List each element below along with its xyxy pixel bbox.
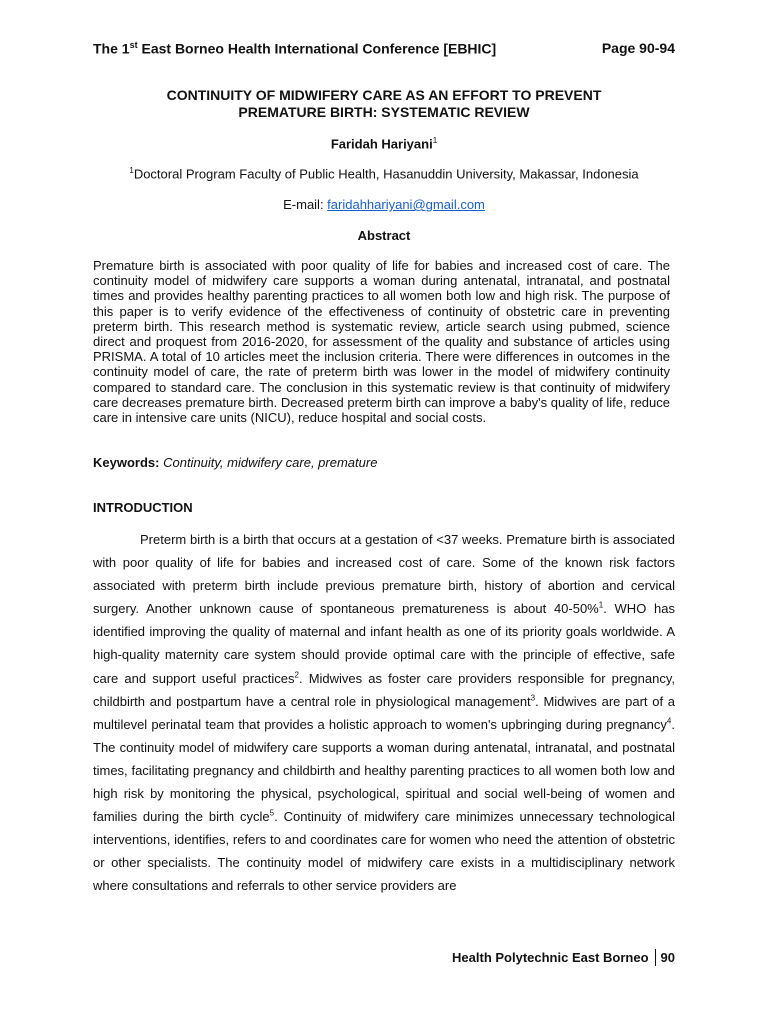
abstract-heading: Abstract [357,228,411,243]
page-number: 90 [660,950,675,965]
running-footer [452,949,675,966]
footer-divider [655,949,656,966]
running-header [93,40,675,57]
keywords [93,455,670,470]
author-name: Faridah Hariyani$^1$ [330,136,438,152]
keywords-label: Keywords: [93,455,160,470]
email-label: E-mail: [283,197,328,212]
title-line-1: CONTINUITY OF MIDWIFERY CARE AS AN EFFORT TO PREVENT [166,87,602,103]
paper-title [93,87,675,121]
page-range: Page 90-94 [601,40,675,56]
keywords-value: Continuity, midwifery care, premature [163,455,378,470]
abstract-text: Premature birth is associated with poor quality of life for babies and increased cost of care. The continuity model of midwifery care supports a woman during antenatal, intranatal, and postnatal times and provides healthy parenting practices to all women both low and high risk. The purpose of this paper is to verify evidence of the effectiveness of continuity of obstetric care in preventing preterm birth. This research method is systematic review, article search using pubmed, science direct and proquest from 2016-2020, for assessment of the quality and substance of articles using PRISMA. A total of 10 articles meet the inclusion criteria. There were differences in outcomes in the continuity model of care, the rate of preterm birth was lower in the model of midwifery continuity compared to standard care. The conclusion in this systematic review is that continuity of midwifery care decreases premature birth. Decreased preterm birth can improve a baby's quality of life, reduce care in intensive care units (NICU), reduce hospital and social costs. [93,258,670,426]
footer-institution: Health Polytechnic East Borneo [452,950,649,965]
title-line-2: PREMATURE BIRTH: SYSTEMATIC REVIEW [238,104,530,120]
conference-name: The 1st East Borneo Health International Conference [EBHIC] [93,40,497,57]
author-affiliation: $^1$Doctoral Program Faculty of Public Health, Hasanuddin University, Makassar, Indonesia [129,166,639,182]
introduction-text: Preterm birth is a birth that occurs at a gestation of <37 weeks. Premature birth is associated with poor quality of life for babies and increased cost of care. Some of the known risk factors associated with preterm birth include previous premature birth, history of abortion and cervical surgery. Another unknown cause of spontaneous prematureness is about 40-50%$^1$. WHO has identified improving the quality of maternal and infant health as one of its priority goals worldwide. A high-quality maternity care system should provide optimal care with the principle of effective, safe care and support useful practices$^2$. Midwives as foster care providers responsible for pregnancy, childbirth and postpartum have a central role in physiological management$^3$. Midwives are part of a multilevel perinatal team that provides a holistic approach to women's upbringing during pregnancy$^4$. The continuity model of midwifery care supports a woman during antenatal, intranatal, and postnatal times, facilitating pregnancy and childbirth and healthy parenting practices to all women both low and high risk by monitoring the physical, psychological, spiritual and social well-being of women and families during the birth cycle$^5$. Continuity of midwifery care minimizes unnecessary technological interventions, identifies, refers to and coordinates care for women who need the attention of obstetric or other specialists. The continuity model of midwifery care exists in a multidisciplinary network where consultations and referrals to other service providers are [93,532,675,894]
email-link[interactable]: faridahhariyani@gmail.com [327,197,485,212]
author-email [93,197,675,212]
introduction-heading: INTRODUCTION [93,500,193,515]
